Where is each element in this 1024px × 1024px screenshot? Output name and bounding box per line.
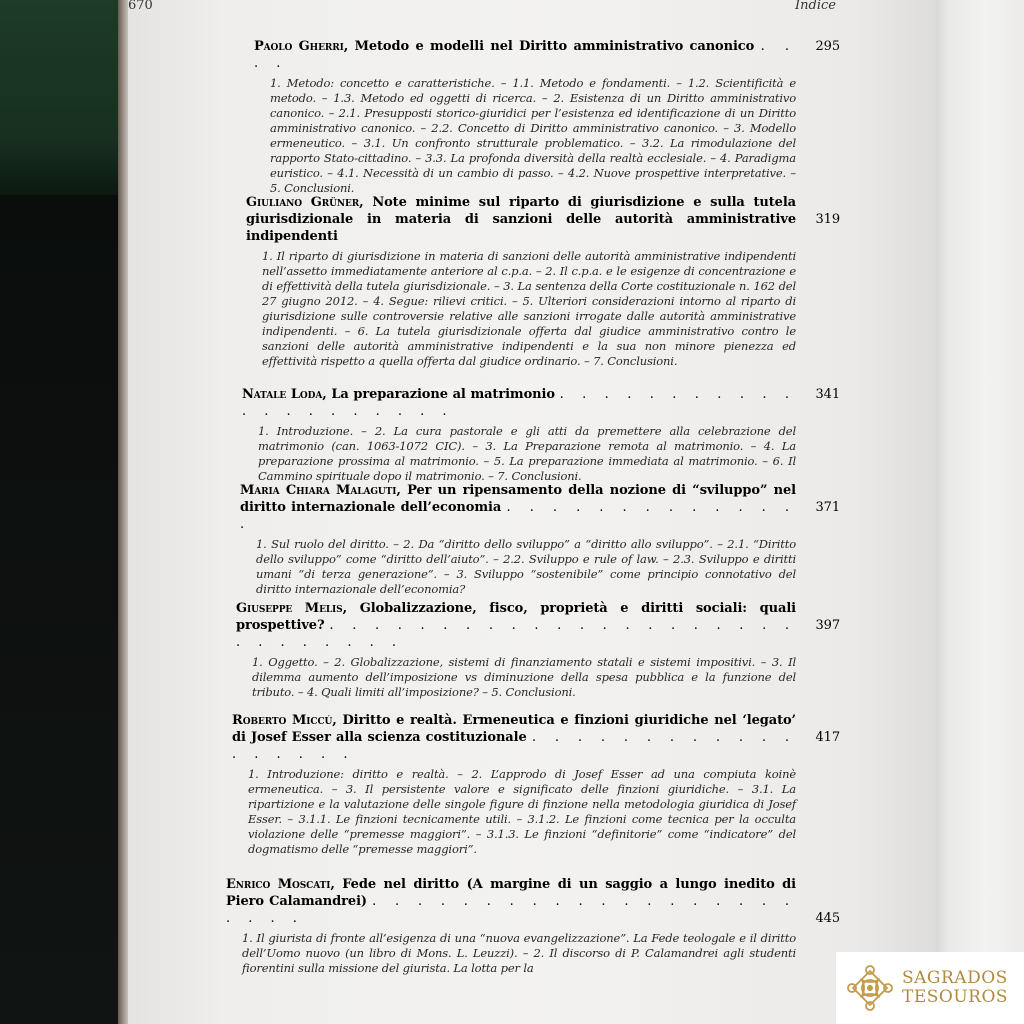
entry-author: Giuliano Grüner [246, 195, 360, 210]
entry-page: 445 [815, 911, 840, 926]
entry-author: Roberto Miccú [232, 713, 333, 728]
entry-title: Fede nel diritto (A margine di un saggio a lungo inedito di Piero Calamandrei) [226, 877, 797, 909]
leader-dots: . . . . . . . . . . . . . . . . . . . . . . . [226, 894, 796, 926]
toc-entry [254, 38, 838, 196]
page-number: 670 [128, 0, 153, 13]
entry-page: 371 [815, 500, 840, 515]
entry-heading: Paolo Gherri, Metodo e modelli nel Diritto amministrativo canonico . . . . 295 [254, 39, 840, 71]
entry-summary: 1. Introduzione. – 2. La cura pastorale e gli atti da premettere alla celebrazione del matrimonio (can. 1063-1072 CIC). – 3. La Preparazione remota al matrimonio. – 4. La preparazione prossima al matrimonio. – 5. La preparazione immediata al matrimonio. – 6. Il Cammino spirituale dopo il matrimonio. – 7. Conclusioni. [258, 424, 796, 483]
watermark-badge [836, 952, 1024, 1024]
entry-title: Diritto e realtà. Ermeneutica e finzioni giuridiche nel ‘legato’ di Josef Esser alla scienza costituzionale [232, 713, 796, 745]
leader-dots: . . . . . . . . . . . . . . . . . . . . . [242, 387, 797, 419]
entry-author: Natale Loda [242, 387, 323, 402]
entry-title: Metodo e modelli nel Diritto amministrativo canonico [354, 39, 755, 54]
entry-heading: Maria Chiara Malaguti, Per un ripensamento della nozione di “sviluppo” nel diritto internazionale dell’economia . . . . . . . . . . . . . . 371 [240, 483, 840, 532]
running-title: Indice [795, 0, 836, 13]
entry-page: 341 [815, 387, 840, 402]
entry-author: Paolo Gherri [254, 39, 344, 54]
leader-dots: . . . . . . . . . . . . . . . . . . . . . . . . . . . . . [236, 618, 796, 650]
entry-title: Per un ripensamento della nozione di “sviluppo” nel diritto internazionale dell’economia [240, 483, 796, 515]
entry-heading: Roberto Miccú, Diritto e realtà. Ermeneutica e finzioni giuridiche nel ‘legato’ di Josef Esser alla scienza costituzionale . . . . . . . . . . . . . . . . . . 417 [232, 713, 840, 762]
leader-dots: . . . . [254, 39, 797, 71]
watermark-line-1: SAGRADOS [902, 968, 1008, 988]
entry-summary: 1. Metodo: concetto e caratteristiche. – 1.1. Metodo e fondamenti. – 1.2. Scientificità e metodo. – 1.3. Metodo ed oggetti di ricerca. – 2. Esistenza di un Diritto amministrativo canonico. – 2.1. Presupposti storico-giuridici per l’esistenza ed identificazione di un Diritto amministrativo canonico. – 2.2. Concetto di Diritto amministrativo canonico. – 3. Modello ermeneutico. – 3.1. Un confronto strutturale problematico. – 3.2. La rimodulazione del rapporto Stato-cittadino. – 3.3. La profonda diversità della realtà ecclesiale. – 4. Paradigma euristico. – 4.1. Necessità di un cambio di passo. – 4.2. Nuove prospettive interpretative. – 5. Conclusioni. [270, 76, 796, 195]
entry-heading: Enrico Moscati, Fede nel diritto (A margine di un saggio a lungo inedito di Piero Calamandrei) . . . . . . . . . . . . . . . . . . . . . . . 445 [226, 877, 840, 926]
entry-summary: 1. Sul ruolo del diritto. – 2. Da “diritto dello sviluppo” a “diritto allo sviluppo”. – 2.1. “Diritto dello sviluppo” come “diritto dell’aiuto”. – 2.2. Sviluppo e rule of law. – 2.3. Sviluppo e diritti umani “di terza generazione”. – 3. Sviluppo “sostenibile” come principio connotativo del diritto internazionale dell’economia? [256, 537, 796, 596]
entry-summary: 1. Il riparto di giurisdizione in materia di sanzioni delle autorità amministrative indipendenti nell’assetto immediatamente anteriore al c.p.a. – 2. Il c.p.a. e le esigenze di concentrazione e di effettività della tutela giurisdizionale. – 3. La sentenza della Corte costituzionale n. 162 del 27 giugno 2012. – 4. Segue: rilievi critici. – 5. Ulteriori considerazioni intorno al riparto di giurisdizione sulle controversie relative alle sanzioni irrogate dalle autorità amministrative indipendenti. – 6. La tutela giurisdizionale offerta dal giudice amministrativo contro le sanzioni delle autorità amministrative indipendenti e la sua non minore pienezza ed effettività rispetto a quella offerta dal giudice ordinario. – 7. Conclusioni. [262, 249, 796, 368]
toc-entry [242, 386, 838, 484]
entry-heading: Giuliano Grüner, Note minime sul riparto di giurisdizione e sulla tutela giurisdizionale in materia di sanzioni delle autorità amministrative indipendenti 319 [246, 195, 840, 244]
entry-author: Giuseppe Melis [236, 601, 343, 616]
toc-entry [240, 482, 838, 597]
watermark-text [902, 969, 1008, 1007]
entry-summary: 1. Introduzione: diritto e realtà. – 2. L’approdo di Josef Esser ad una compiuta koinè ermeneutica. – 3. Il persistente valore e significato delle finzioni giuridiche. – 3.1. La ripartizione e la valutazione delle singole figure di finzione nella metodologia giuridica di Josef Esser. – 3.1.1. Le finzioni tecnicamente utili. – 3.1.2. Le finzioni come tecnica per la occulta violazione delle “premesse maggiori”. – 3.1.3. Le finzioni “definitorie” come “indicatore” del dogmatismo delle “premesse maggiori”. [248, 767, 796, 856]
watermark-line-2: TESOUROS [902, 987, 1009, 1007]
running-head [128, 0, 836, 16]
entry-author: Enrico Moscati [226, 877, 331, 892]
leader-dots: . . . . . . . . . . . . . . . . . . [232, 730, 796, 762]
entry-summary: 1. Il giurista di fronte all’esigenza di una “nuova evangelizzazione”. La Fede teologale e il diritto dell’Uomo nuovo (un libro di Mons. L. Leuzzi). – 2. Il discorso di P. Calamandrei agli studenti fiorentini sulla missione del giurista. La lotta per la [242, 931, 796, 975]
ornament-logo-icon [844, 962, 896, 1014]
toc-entry [236, 600, 838, 700]
entry-title: Note minime sul riparto di giurisdizione e sulla tutela giurisdizionale in materia di sanzioni delle autorità amministrative indipendenti [246, 195, 796, 244]
entry-title: Globalizzazione, fisco, proprietà e diritti sociali: quali prospettive? [236, 601, 796, 633]
leader-dots: . . . . . . . . . . . . . . [240, 500, 796, 532]
entry-heading: Natale Loda, La preparazione al matrimonio . . . . . . . . . . . . . . . . . . . . . 341 [242, 387, 840, 419]
entry-page: 319 [815, 212, 840, 227]
entry-page: 397 [815, 618, 840, 633]
entry-page: 295 [815, 39, 840, 54]
facing-page [930, 0, 1024, 1024]
entry-page: 417 [815, 730, 840, 745]
toc-entry [232, 712, 838, 857]
toc-entry [226, 876, 838, 976]
entry-summary: 1. Oggetto. – 2. Globalizzazione, sistemi di finanziamento statali e sistemi impositivi. – 3. Il dilemma aumento dell’imposizione vs diminuzione della spesa pubblica e la funzione del tributo. – 4. Quali limiti all’imposizione? – 5. Conclusioni. [252, 655, 796, 699]
entry-author: Maria Chiara Malaguti [240, 483, 397, 498]
entry-title: La preparazione al matrimonio [331, 387, 555, 402]
entry-heading: Giuseppe Melis, Globalizzazione, fisco, proprietà e diritti sociali: quali prospettive? . . . . . . . . . . . . . . . . . . . . . . . . . . . . . 397 [236, 601, 840, 650]
toc-entry [246, 194, 838, 369]
